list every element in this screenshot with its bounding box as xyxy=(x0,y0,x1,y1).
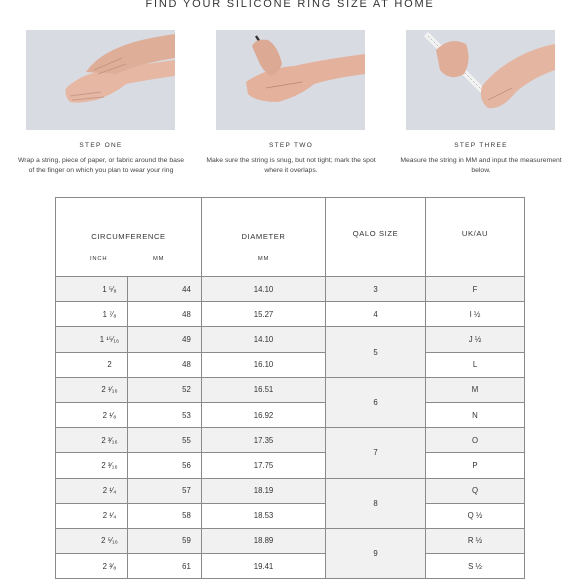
table-row xyxy=(56,554,525,579)
diameter-cell: 14.10 xyxy=(202,327,326,352)
table-row xyxy=(56,503,525,528)
circumference-header xyxy=(56,198,202,277)
uk-au-cell: O xyxy=(426,428,525,453)
step-two-title: STEP TWO xyxy=(268,142,314,149)
mm-cell: 49 xyxy=(128,327,202,352)
diameter-cell: 18.19 xyxy=(202,478,326,503)
mm-cell: 52 xyxy=(128,377,202,402)
qalo-size-cell: 7 xyxy=(326,428,426,478)
page-title: FIND YOUR SILICONE RING SIZE AT HOME xyxy=(145,0,435,10)
qalo-size-cell: 6 xyxy=(326,377,426,427)
step-one-image xyxy=(26,30,175,130)
inch-cell: 2 ¹⁄₈ xyxy=(56,402,128,427)
diameter-mm-subheader: MM xyxy=(257,256,270,262)
qalo-size-header xyxy=(326,198,426,277)
inch-cell: 1 ⁷⁄₈ xyxy=(56,302,128,327)
uk-au-header xyxy=(426,198,525,277)
step-one-title: STEP ONE xyxy=(79,142,123,149)
step-three-description: Measure the string in MM and input the measurement below. xyxy=(400,157,562,175)
inch-cell: 2 ¹⁄₄ xyxy=(56,503,128,528)
uk-au-cell: J ½ xyxy=(426,327,525,352)
inch-cell: 1 ¹⁵⁄₁₆ xyxy=(56,327,128,352)
qalo-size-cell: 8 xyxy=(326,478,426,528)
table-row xyxy=(56,478,525,503)
qalo-size-cell: 5 xyxy=(326,327,426,377)
mm-cell: 44 xyxy=(128,277,202,302)
inch-cell: 2 ³⁄₁₆ xyxy=(56,428,128,453)
inch-cell: 2 ³⁄₈ xyxy=(56,554,128,579)
uk-au-cell: Q xyxy=(426,478,525,503)
qalo-size-cell: 3 xyxy=(326,277,426,302)
uk-au-cell: S ½ xyxy=(426,554,525,579)
step-one-description: Wrap a string, piece of paper, or fabric around the base of the finger on which you plan to wear your ring xyxy=(17,157,185,175)
diameter-cell: 18.53 xyxy=(202,503,326,528)
uk-au-cell: R ½ xyxy=(426,528,525,553)
table-row xyxy=(56,453,525,478)
mm-cell: 53 xyxy=(128,402,202,427)
table-row xyxy=(56,327,525,352)
mm-cell: 56 xyxy=(128,453,202,478)
table-header-row xyxy=(56,198,525,277)
uk-au-cell: I ½ xyxy=(426,302,525,327)
step-three-title: STEP THREE xyxy=(454,142,508,149)
step-three-image xyxy=(406,30,555,130)
diameter-cell: 17.35 xyxy=(202,428,326,453)
diameter-cell: 14.10 xyxy=(202,277,326,302)
table-row xyxy=(56,302,525,327)
table-row xyxy=(56,428,525,453)
diameter-cell: 16.92 xyxy=(202,402,326,427)
mm-cell: 58 xyxy=(128,503,202,528)
ring-size-table xyxy=(55,197,525,579)
table-row xyxy=(56,377,525,402)
step-two-description: Make sure the string is snug, but not tight; mark the spot where it overlaps. xyxy=(206,157,376,175)
diameter-cell: 16.10 xyxy=(202,352,326,377)
inch-subheader: INCH xyxy=(90,256,108,262)
uk-au-cell: L xyxy=(426,352,525,377)
mm-cell: 59 xyxy=(128,528,202,553)
diameter-cell: 17.75 xyxy=(202,453,326,478)
uk-au-cell: N xyxy=(426,402,525,427)
uk-au-cell: P xyxy=(426,453,525,478)
diameter-label: DIAMETER xyxy=(241,232,286,241)
inch-cell: 2 ¹⁄₄ xyxy=(56,478,128,503)
mm-cell: 57 xyxy=(128,478,202,503)
table-row xyxy=(56,352,525,377)
circumference-label: CIRCUMFERENCE xyxy=(91,232,166,241)
table-row xyxy=(56,402,525,427)
inch-cell: 2 ⁵⁄₁₆ xyxy=(56,528,128,553)
qalo-size-cell: 4 xyxy=(326,302,426,327)
diameter-cell: 18.89 xyxy=(202,528,326,553)
uk-au-cell: Q ½ xyxy=(426,503,525,528)
table-row xyxy=(56,277,525,302)
step-two-image xyxy=(216,30,365,130)
mm-subheader: MM xyxy=(153,256,165,262)
inch-cell: 1 ⁵⁄₈ xyxy=(56,277,128,302)
inch-cell: 2 ¹⁄₁₆ xyxy=(56,377,128,402)
diameter-cell: 15.27 xyxy=(202,302,326,327)
mm-cell: 48 xyxy=(128,352,202,377)
inch-cell: 2 ³⁄₁₆ xyxy=(56,453,128,478)
uk-au-cell: F xyxy=(426,277,525,302)
qalo-size-cell: 9 xyxy=(326,528,426,578)
diameter-cell: 16.51 xyxy=(202,377,326,402)
qalo-size-label: QALO SIZE xyxy=(352,229,399,238)
diameter-cell: 19.41 xyxy=(202,554,326,579)
inch-cell: 2 xyxy=(56,352,128,377)
table-row xyxy=(56,528,525,553)
mm-cell: 48 xyxy=(128,302,202,327)
mm-cell: 61 xyxy=(128,554,202,579)
uk-au-cell: M xyxy=(426,377,525,402)
uk-au-label: UK/AU xyxy=(461,229,489,238)
mm-cell: 55 xyxy=(128,428,202,453)
diameter-header xyxy=(202,198,326,277)
